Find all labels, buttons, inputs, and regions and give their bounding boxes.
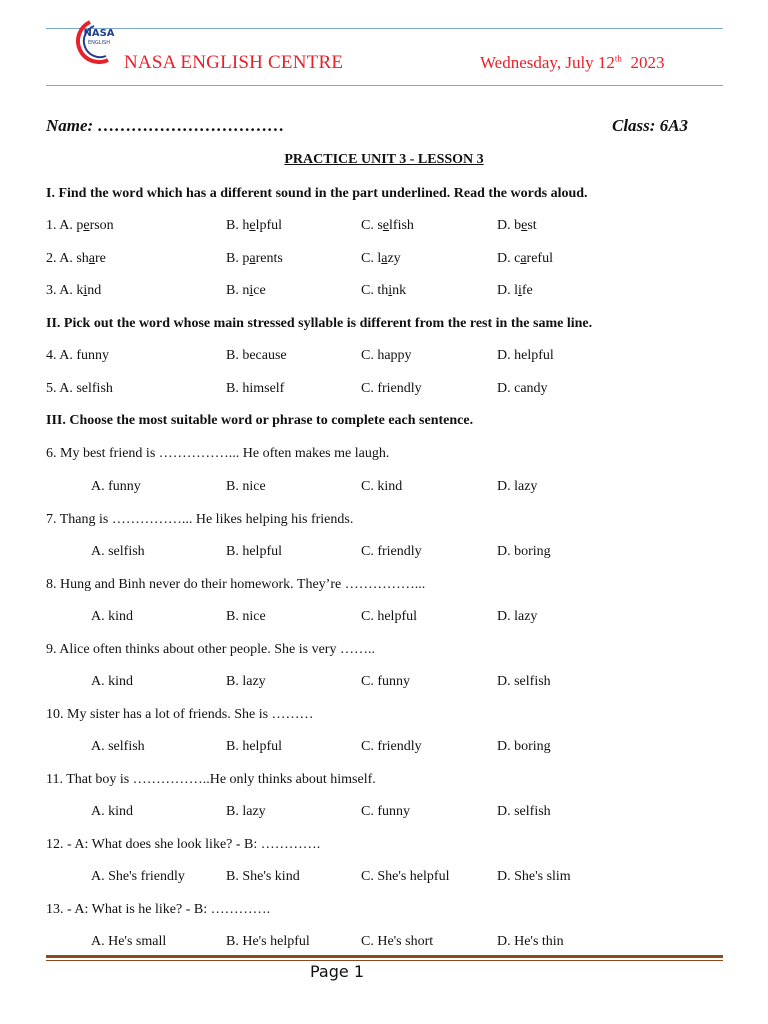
q10-option-a: A. selfish xyxy=(91,739,145,754)
question-12-options xyxy=(46,869,726,887)
q1-option-a: 1. A. person xyxy=(46,218,114,233)
q4-option-a: 4. A. funny xyxy=(46,348,109,363)
footer-rule-thick xyxy=(46,955,723,958)
q6-option-d: D. lazy xyxy=(497,479,538,494)
class-label: Class: 6A3 xyxy=(612,116,689,135)
q11-option-a: A. kind xyxy=(91,804,133,819)
q5-option-b: B. himself xyxy=(226,381,285,396)
question-2 xyxy=(46,251,726,269)
question-9-stem: 9. Alice often thinks about other people. She is very …….. xyxy=(46,642,375,657)
section-3-heading: III. Choose the most suitable word or phrase to complete each sentence. xyxy=(46,413,474,428)
q9-option-b: B. lazy xyxy=(226,674,266,689)
q10-option-d: D. boring xyxy=(497,739,551,754)
q11-option-c: C. funny xyxy=(361,804,410,819)
q4-option-d: D. helpful xyxy=(497,348,554,363)
q7-option-a: A. selfish xyxy=(91,544,145,559)
q1-option-c: C. selfish xyxy=(361,218,414,233)
question-7-options xyxy=(46,544,726,562)
q6-option-c: C. kind xyxy=(361,479,403,494)
q8-option-a: A. kind xyxy=(91,609,133,624)
q7-option-b: B. helpful xyxy=(226,544,282,559)
q2-option-a: 2. A. share xyxy=(46,251,106,266)
q9-option-c: C. funny xyxy=(361,674,410,689)
q12-option-d: D. She's slim xyxy=(497,869,571,884)
q12-option-b: B. She's kind xyxy=(226,869,300,884)
date xyxy=(480,53,664,73)
q13-option-c: C. He's short xyxy=(361,934,434,949)
date-prefix: Wednesday, July 12 xyxy=(480,53,615,72)
q11-option-b: B. lazy xyxy=(226,804,266,819)
q13-option-b: B. He's helpful xyxy=(226,934,310,949)
q2-option-b: B. parents xyxy=(226,251,283,266)
worksheet-title: PRACTICE UNIT 3 - LESSON 3 xyxy=(284,152,484,167)
q13-option-a: A. He's small xyxy=(91,934,167,949)
q4-option-b: B. because xyxy=(226,348,287,363)
question-4 xyxy=(46,348,726,366)
q3-option-c: C. think xyxy=(361,283,407,298)
q10-option-b: B. helpful xyxy=(226,739,282,754)
svg-text:NASA: NASA xyxy=(83,28,115,39)
nasa-english-logo xyxy=(68,16,126,66)
q12-option-c: C. She's helpful xyxy=(361,869,450,884)
q7-option-d: D. boring xyxy=(497,544,551,559)
question-6-stem: 6. My best friend is ……………... He often makes me laugh. xyxy=(46,446,390,461)
q12-option-a: A. She's friendly xyxy=(91,869,185,884)
q5-option-a: 5. A. selfish xyxy=(46,381,113,396)
student-name-label: Name: …………………………… xyxy=(46,116,285,135)
q3-option-d: D. life xyxy=(497,283,533,298)
question-13-options xyxy=(46,934,726,952)
q3-option-b: B. nice xyxy=(226,283,266,298)
question-10-stem: 10. My sister has a lot of friends. She is ……… xyxy=(46,707,314,722)
question-1 xyxy=(46,218,726,236)
question-5 xyxy=(46,381,726,399)
q8-option-d: D. lazy xyxy=(497,609,538,624)
section-1-heading: I. Find the word which has a different sound in the part underlined. Read the words aloud. xyxy=(46,186,588,201)
q8-option-c: C. helpful xyxy=(361,609,417,624)
q5-option-c: C. friendly xyxy=(361,381,422,396)
question-13-stem: 13. - A: What is he like? - B: …………. xyxy=(46,902,271,917)
q7-option-c: C. friendly xyxy=(361,544,422,559)
q4-option-c: C. happy xyxy=(361,348,412,363)
q6-option-a: A. funny xyxy=(91,479,141,494)
q5-option-d: D. candy xyxy=(497,381,548,396)
question-11-options xyxy=(46,804,726,822)
question-6-options xyxy=(46,479,726,497)
q2-option-d: D. careful xyxy=(497,251,553,266)
header-bottom-rule xyxy=(46,85,723,86)
q3-option-a: 3. A. kind xyxy=(46,283,102,298)
q1-option-d: D. best xyxy=(497,218,537,233)
date-year: 2023 xyxy=(630,53,665,72)
q11-option-d: D. selfish xyxy=(497,804,551,819)
section-2-heading: II. Pick out the word whose main stressed syllable is different from the rest in the same line. xyxy=(46,316,593,331)
q13-option-d: D. He's thin xyxy=(497,934,564,949)
q9-option-a: A. kind xyxy=(91,674,133,689)
svg-text:ENGLISH: ENGLISH xyxy=(88,40,110,46)
date-suffix: th xyxy=(614,53,622,64)
question-11-stem: 11. That boy is ……………..He only thinks about himself. xyxy=(46,772,376,787)
question-9-options xyxy=(46,674,726,692)
q8-option-b: B. nice xyxy=(226,609,266,624)
question-3 xyxy=(46,283,726,301)
header-top-rule xyxy=(46,28,723,29)
question-8-stem: 8. Hung and Binh never do their homework. They’re ……………... xyxy=(46,577,426,592)
q9-option-d: D. selfish xyxy=(497,674,551,689)
q6-option-b: B. nice xyxy=(226,479,266,494)
center-name: NASA ENGLISH CENTRE xyxy=(124,52,344,73)
q10-option-c: C. friendly xyxy=(361,739,422,754)
question-10-options xyxy=(46,739,726,757)
page-number: Page 1 xyxy=(310,962,364,981)
q2-option-c: C. lazy xyxy=(361,251,401,266)
question-8-options xyxy=(46,609,726,627)
question-7-stem: 7. Thang is ……………... He likes helping his friends. xyxy=(46,512,354,527)
footer-rule-thin xyxy=(46,960,723,961)
question-12-stem: 12. - A: What does she look like? - B: …………. xyxy=(46,837,321,852)
q1-option-b: B. helpful xyxy=(226,218,283,233)
